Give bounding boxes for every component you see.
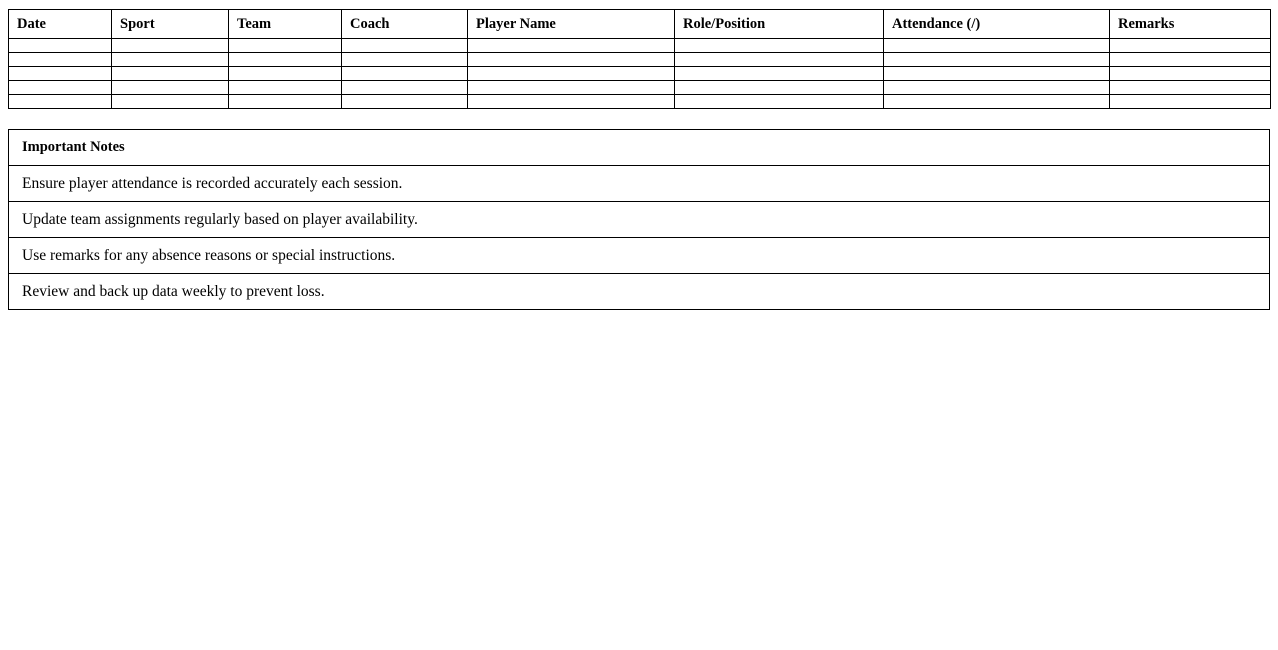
note-item-3: Use remarks for any absence reasons or special instructions. <box>9 238 1270 274</box>
cell-attendance[interactable] <box>884 95 1110 109</box>
table-row <box>9 53 1271 67</box>
cell-attendance[interactable] <box>884 67 1110 81</box>
list-item <box>9 166 1270 202</box>
cell-player-name[interactable] <box>468 39 675 53</box>
cell-coach[interactable] <box>342 81 468 95</box>
note-item-4: Review and back up data weekly to prevent loss. <box>9 274 1270 310</box>
table-row <box>9 95 1271 109</box>
cell-team[interactable] <box>229 39 342 53</box>
cell-attendance[interactable] <box>884 39 1110 53</box>
cell-role-position[interactable] <box>675 95 884 109</box>
cell-date[interactable] <box>9 67 112 81</box>
list-item <box>9 274 1270 310</box>
column-header-coach: Coach <box>342 10 468 39</box>
cell-role-position[interactable] <box>675 53 884 67</box>
column-header-sport: Sport <box>112 10 229 39</box>
notes-heading: Important Notes <box>9 130 1270 166</box>
list-item <box>9 202 1270 238</box>
table-row <box>9 81 1271 95</box>
cell-role-position[interactable] <box>675 67 884 81</box>
note-item-1: Ensure player attendance is recorded accurately each session. <box>9 166 1270 202</box>
cell-coach[interactable] <box>342 39 468 53</box>
cell-remarks[interactable] <box>1110 53 1271 67</box>
column-header-attendance: Attendance (/) <box>884 10 1110 39</box>
cell-sport[interactable] <box>112 95 229 109</box>
cell-player-name[interactable] <box>468 81 675 95</box>
table-row <box>9 39 1271 53</box>
column-header-player-name: Player Name <box>468 10 675 39</box>
cell-date[interactable] <box>9 53 112 67</box>
cell-date[interactable] <box>9 81 112 95</box>
table-header-row <box>9 10 1271 39</box>
note-item-2: Update team assignments regularly based on player availability. <box>9 202 1270 238</box>
column-header-date: Date <box>9 10 112 39</box>
cell-attendance[interactable] <box>884 53 1110 67</box>
cell-team[interactable] <box>229 95 342 109</box>
cell-role-position[interactable] <box>675 81 884 95</box>
player-record-table <box>8 9 1271 109</box>
cell-remarks[interactable] <box>1110 67 1271 81</box>
cell-role-position[interactable] <box>675 39 884 53</box>
cell-team[interactable] <box>229 81 342 95</box>
cell-sport[interactable] <box>112 67 229 81</box>
cell-coach[interactable] <box>342 53 468 67</box>
column-header-remarks: Remarks <box>1110 10 1271 39</box>
column-header-team: Team <box>229 10 342 39</box>
cell-team[interactable] <box>229 67 342 81</box>
important-notes-table <box>8 129 1270 310</box>
cell-coach[interactable] <box>342 95 468 109</box>
cell-remarks[interactable] <box>1110 39 1271 53</box>
cell-coach[interactable] <box>342 67 468 81</box>
cell-sport[interactable] <box>112 39 229 53</box>
table-row <box>9 67 1271 81</box>
cell-date[interactable] <box>9 39 112 53</box>
list-item <box>9 238 1270 274</box>
cell-player-name[interactable] <box>468 53 675 67</box>
cell-sport[interactable] <box>112 53 229 67</box>
cell-team[interactable] <box>229 53 342 67</box>
cell-player-name[interactable] <box>468 67 675 81</box>
cell-remarks[interactable] <box>1110 95 1271 109</box>
cell-remarks[interactable] <box>1110 81 1271 95</box>
cell-date[interactable] <box>9 95 112 109</box>
cell-attendance[interactable] <box>884 81 1110 95</box>
cell-player-name[interactable] <box>468 95 675 109</box>
cell-sport[interactable] <box>112 81 229 95</box>
column-header-role-position: Role/Position <box>675 10 884 39</box>
notes-header-row <box>9 130 1270 166</box>
